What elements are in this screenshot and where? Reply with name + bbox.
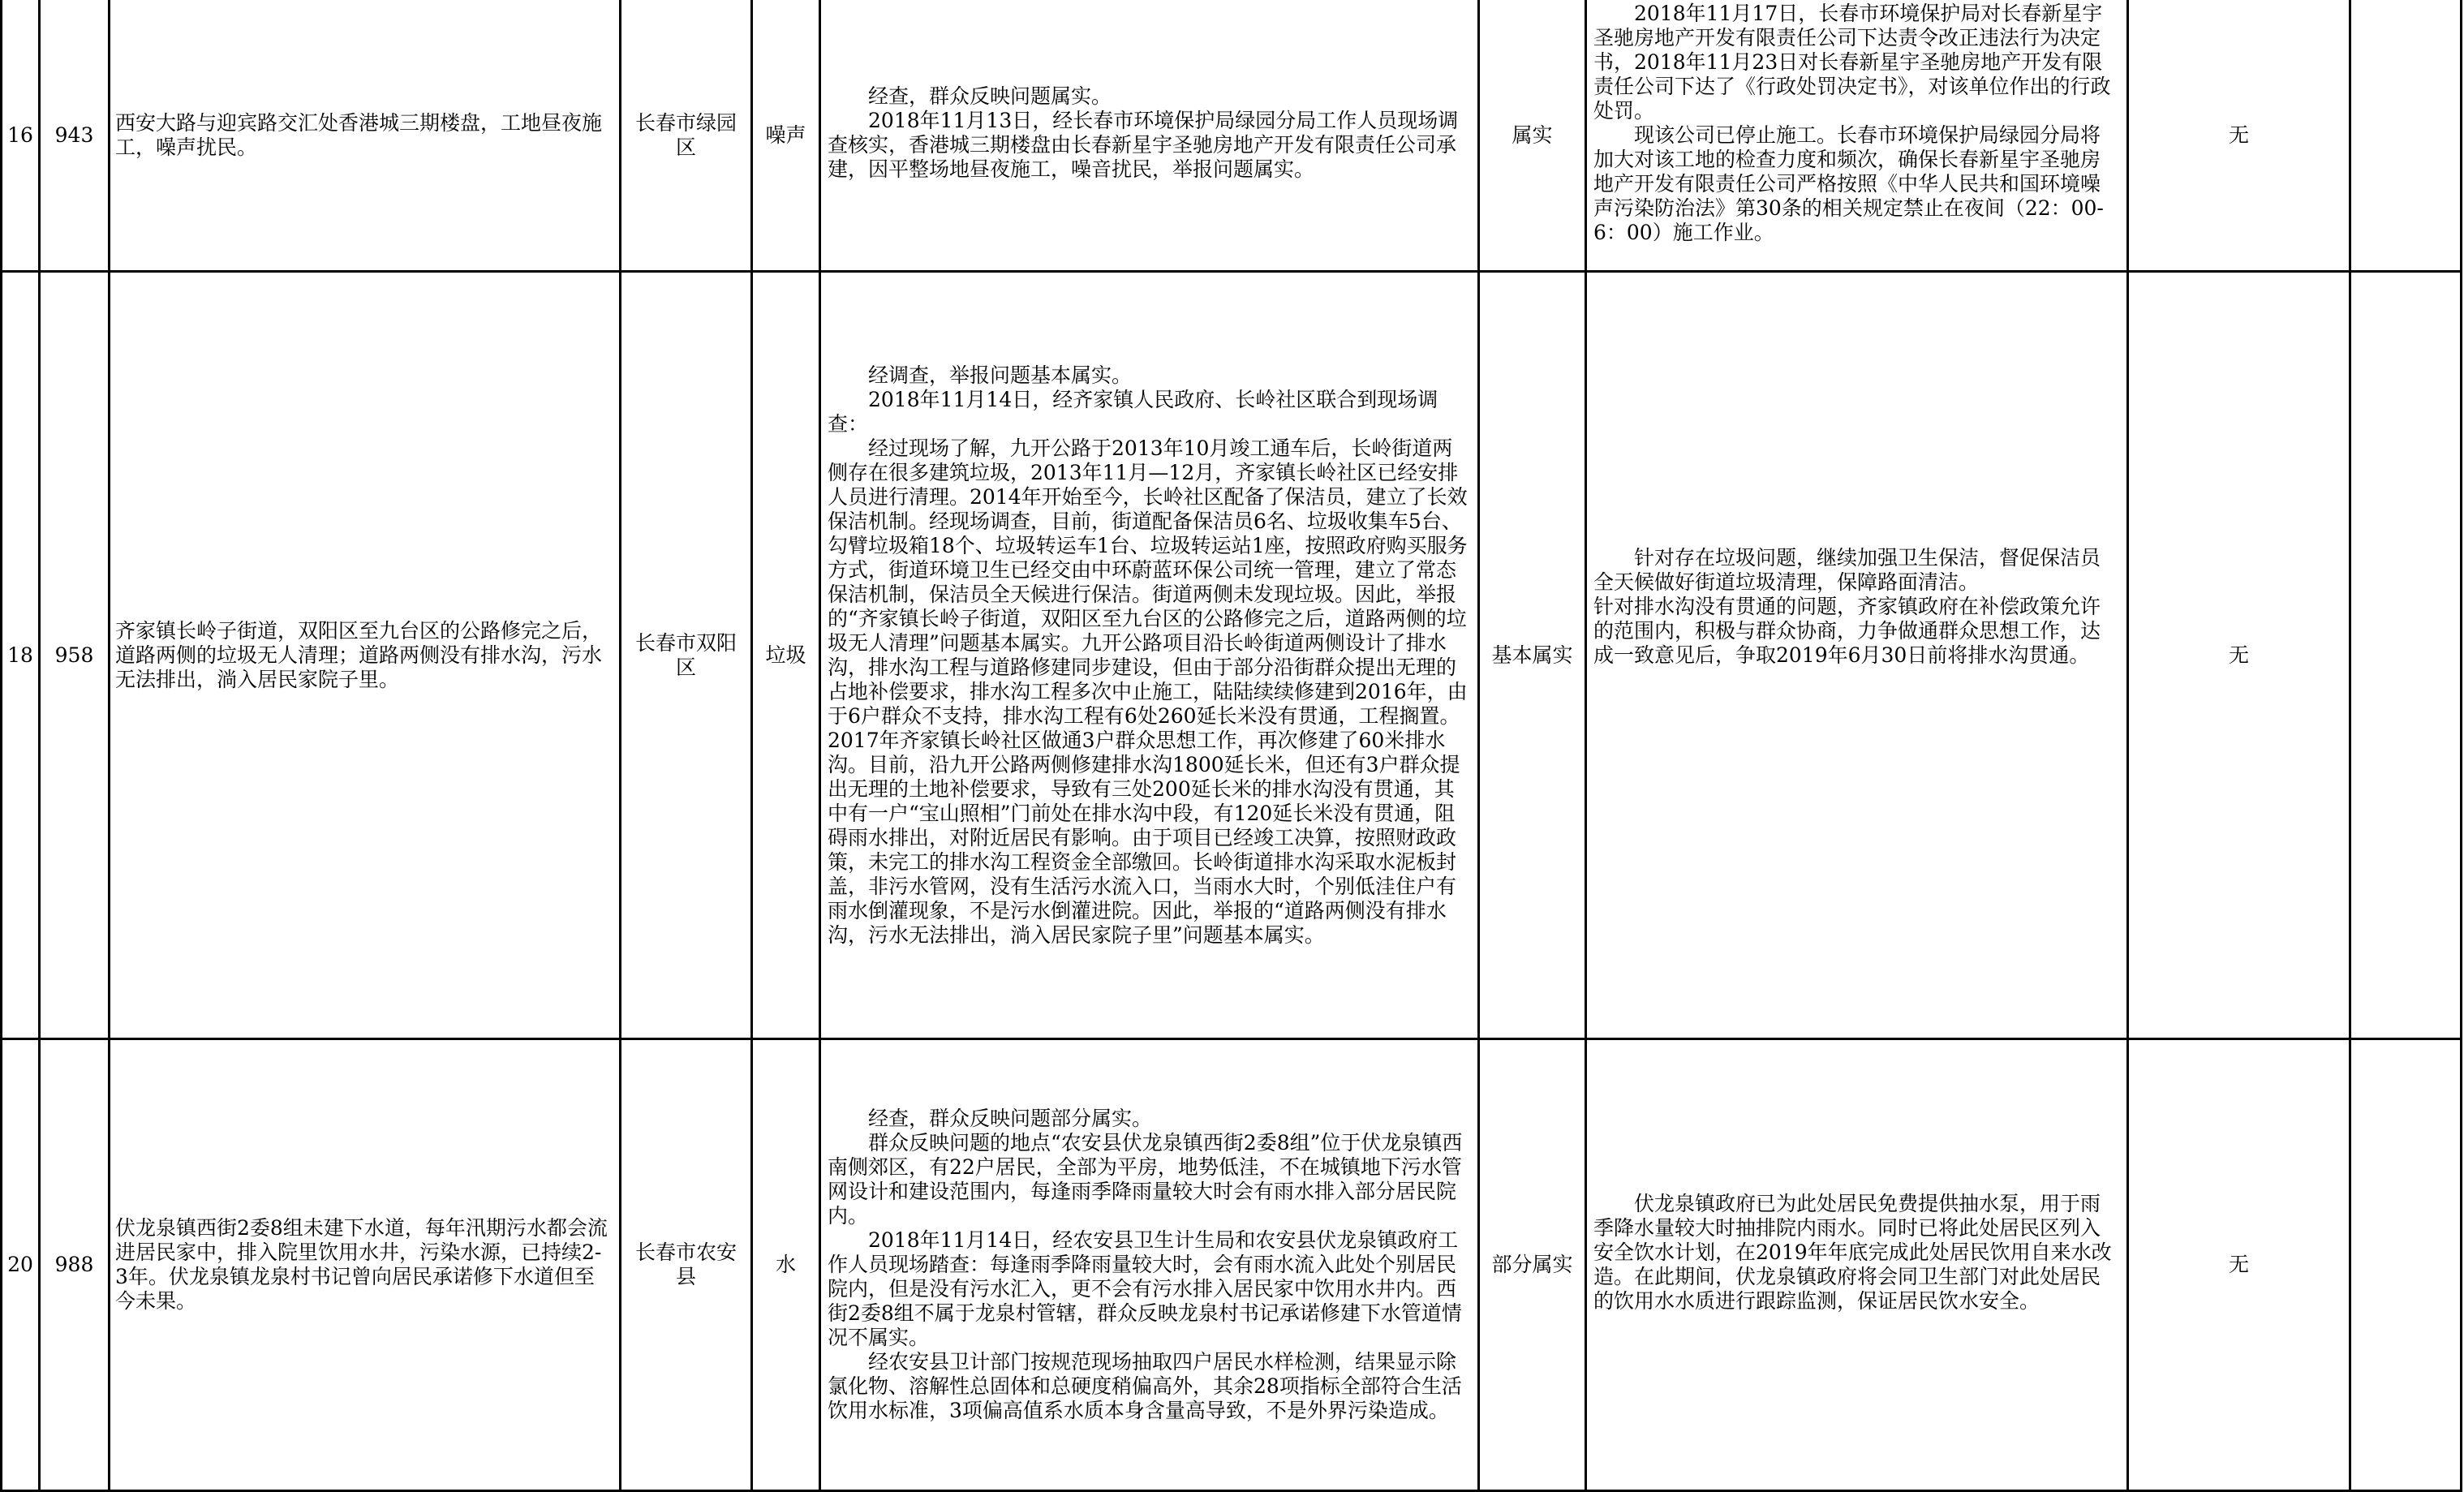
investigation-paragraph: 经查，群众反映问题部分属实。	[868, 1107, 1153, 1130]
handling-cell	[1587, 0, 2129, 273]
verification-conclusion: 部分属实	[1491, 1253, 1573, 1276]
handling-paragraph: 针对存在垃圾问题，继续加强卫生保洁，督促保洁员全天候做好街道垃圾清理，保障路面清洁。	[1593, 545, 2101, 594]
case-id: 943	[54, 123, 94, 147]
description-cell	[110, 1040, 621, 1492]
investigation-cell	[821, 273, 1480, 1040]
handling-text	[1593, 2, 2120, 245]
row-index: 18	[7, 643, 33, 667]
remark-cell	[2351, 1040, 2462, 1492]
description-cell	[110, 0, 621, 273]
conclusion-cell	[1480, 273, 1587, 1040]
investigation-text	[828, 363, 1471, 948]
area-cell	[621, 1040, 753, 1492]
investigation-paragraph: 经过现场了解，九开公路于2013年10月竣工通车后，长岭街道两侧存在很多建筑垃圾，2013年11月—12月，齐家镇长岭社区已经安排人员进行清理。2014年开始至今，长岭社区配备了保洁员，建立了长效保洁机制。经现场调查，目前，街道配备保洁员6名、垃圾收集车5台、勾臂垃圾箱18个、垃圾转运车1台、垃圾转运站1座，按照政府购买服务方式，街道环境卫生已经交由中环蔚蓝环保公司统一管理，建立了常态保洁机制，保洁员全天候进行保洁。街道两侧未发现垃圾。因此，举报的“齐家镇长岭子街道，双阳区至九台区的公路修完之后，道路两侧的垃圾无人清理”问题基本属实。九开公路项目沿长岭街道两侧设计了排水沟，排水沟工程与道路修建同步建设，但由于部分沿街群众提出无理的占地补偿要求，排水沟工程多次中止施工，陆陆续续修建到2016年，由于6户群众不支持，排水沟工程有6处260延长米没有贯通，工程搁置。2017年齐家镇长岭社区做通3户群众思想工作，再次修建了60米排水沟。目前，沿九开公路两侧修建排水沟1800延长米，但还有3户群众提出无理的土地补偿要求，导致有三处200延长米的排水沟没有贯通，其中有一户“宝山照相”门前处在排水沟中段，有120延长米没有贯通，阻碍雨水排出，对附近居民有影响。由于项目已经竣工决算，按照财政政策，未完工的排水沟工程资金全部缴回。长岭街道排水沟采取水泥板封盖，非污水管网，没有生活污水流入口，当雨水大时，个别低洼住户有雨水倒灌现象，不是污水倒灌进院。因此，举报的“道路两侧没有排水沟，污水无法排出，淌入居民家院子里”问题基本属实。	[828, 436, 1468, 947]
row-index: 16	[7, 123, 33, 147]
complaint-description: 伏龙泉镇西街2委8组未建下水道，每年汛期污水都会流进居民家中，排入院里饮用水井，污染水源，已持续2-3年。伏龙泉镇龙泉村书记曾向居民承诺修下水道但至今未果。	[115, 1216, 608, 1313]
accountability-cell	[2129, 1040, 2351, 1492]
case-id-cell	[41, 0, 110, 273]
remark-cell	[2351, 0, 2462, 273]
accountability-cell	[2129, 0, 2351, 273]
accountability-cell	[2129, 273, 2351, 1040]
investigation-paragraph: 经调查，举报问题基本属实。	[868, 363, 1133, 387]
investigation-cell	[821, 0, 1480, 273]
handling-text	[1593, 546, 2120, 668]
area-cell	[621, 273, 753, 1040]
pollution-type-cell	[753, 1040, 821, 1492]
complaint-description: 西安大路与迎宾路交汇处香港城三期楼盘，工地昼夜施工，噪声扰民。	[115, 110, 603, 159]
investigation-text	[828, 84, 1471, 182]
administrative-area: 长春市绿园区	[634, 110, 737, 159]
conclusion-cell	[1480, 0, 1587, 273]
conclusion-cell	[1480, 1040, 1587, 1492]
investigation-text	[828, 1107, 1471, 1423]
row-index: 20	[7, 1253, 33, 1276]
pollution-type: 水	[775, 1253, 796, 1276]
handling-cell	[1587, 273, 2129, 1040]
handling-paragraph: 伏龙泉镇政府已为此处居民免费提供抽水泵，用于雨季降水量较大时抽排院内雨水。同时已将此处居民区列入安全饮水计划，在2019年年底完成此处居民饮用自来水改造。在此期间，伏龙泉镇政府将会同卫生部门对此处居民的饮用水水质进行跟踪监测，保证居民饮水安全。	[1593, 1192, 2112, 1313]
handling-paragraph: 现该公司已停止施工。长春市环境保护局绿园分局将加大对该工地的检查力度和频次，确保长春新星宇圣驰房地产开发有限责任公司严格按照《中华人民共和国环境噪声污染防治法》第30条的相关规定禁止在夜间（22：00-6：00）施工作业。	[1593, 123, 2104, 244]
investigation-paragraph: 2018年11月14日，经齐家镇人民政府、长岭社区联合到现场调查：	[828, 387, 1438, 436]
pollution-type-cell	[753, 0, 821, 273]
accountability-status: 无	[2228, 1253, 2249, 1276]
pollution-type-cell	[753, 273, 821, 1040]
complaint-description: 齐家镇长岭子街道，双阳区至九台区的公路修完之后，道路两侧的垃圾无人清理；道路两侧没有排水沟，污水无法排出，淌入居民家院子里。	[115, 618, 603, 691]
administrative-area: 长春市双阳区	[634, 630, 737, 679]
investigation-paragraph: 2018年11月13日，经长春市环境保护局绿园分局工作人员现场调查核实，香港城三期楼盘由长春新星宇圣驰房地产开发有限责任公司承建，因平整场地昼夜施工，噪音扰民，举报问题属实。	[828, 108, 1459, 181]
case-id: 958	[54, 643, 94, 667]
case-id-cell	[41, 273, 110, 1040]
row-index-cell	[0, 273, 41, 1040]
investigation-paragraph: 2018年11月14日，经农安县卫生计生局和农安县伏龙泉镇政府工作人员现场踏查：每逢雨季降雨量较大时，会有雨水流入此处个别居民院内，但是没有污水汇入，更不会有污水排入居民家中饮用水井内。西街2委8组不属于龙泉村管辖，群众反映龙泉村书记承诺修建下水管道情况不属实。	[828, 1228, 1462, 1349]
row-index-cell	[0, 0, 41, 273]
area-cell	[621, 0, 753, 273]
investigation-paragraph: 群众反映问题的地点“农安县伏龙泉镇西街2委8组”位于伏龙泉镇西南侧郊区，有22户居民，全部为平房，地势低洼，不在城镇地下污水管网设计和建设范围内，每逢雨季降雨量较大时会有雨水排入部分居民院内。	[828, 1131, 1463, 1228]
pollution-type: 垃圾	[765, 643, 806, 667]
handling-cell	[1587, 1040, 2129, 1492]
remark-cell	[2351, 273, 2462, 1040]
investigation-cell	[821, 1040, 1480, 1492]
row-index-cell	[0, 1040, 41, 1492]
accountability-status: 无	[2228, 643, 2249, 667]
investigation-paragraph: 经农安县卫计部门按规范现场抽取四户居民水样检测，结果显示除氯化物、溶解性总固体和总硬度稍偏高外，其余28项指标全部符合生活饮用水标准，3项偏高值系水质本身含量高导致，不是外界污染造成。	[828, 1350, 1462, 1422]
handling-paragraph: 针对排水沟没有贯通的问题，齐家镇政府在补偿政策允许的范围内，积极与群众协商，力争做通群众思想工作，达成一致意见后，争取2019年6月30日前将排水沟贯通。	[1593, 594, 2101, 667]
description-cell	[110, 273, 621, 1040]
accountability-status: 无	[2228, 123, 2249, 147]
verification-conclusion: 属实	[1512, 123, 1553, 147]
investigation-paragraph: 经查，群众反映问题属实。	[868, 84, 1112, 108]
handling-paragraph: 2018年11月17日，长春市环境保护局对长春新星宇圣驰房地产开发有限责任公司下达责令改正违法行为决定书，2018年11月23日对长春新星宇圣驰房地产开发有限责任公司下达了《行政处罚决定书》，对该单位作出的行政处罚。	[1593, 2, 2111, 123]
pollution-type: 噪声	[765, 123, 806, 147]
case-id: 988	[54, 1253, 94, 1276]
case-id-cell	[41, 1040, 110, 1492]
handling-text	[1593, 1192, 2120, 1314]
administrative-area: 长春市农安县	[634, 1240, 737, 1288]
verification-conclusion: 基本属实	[1491, 643, 1573, 667]
